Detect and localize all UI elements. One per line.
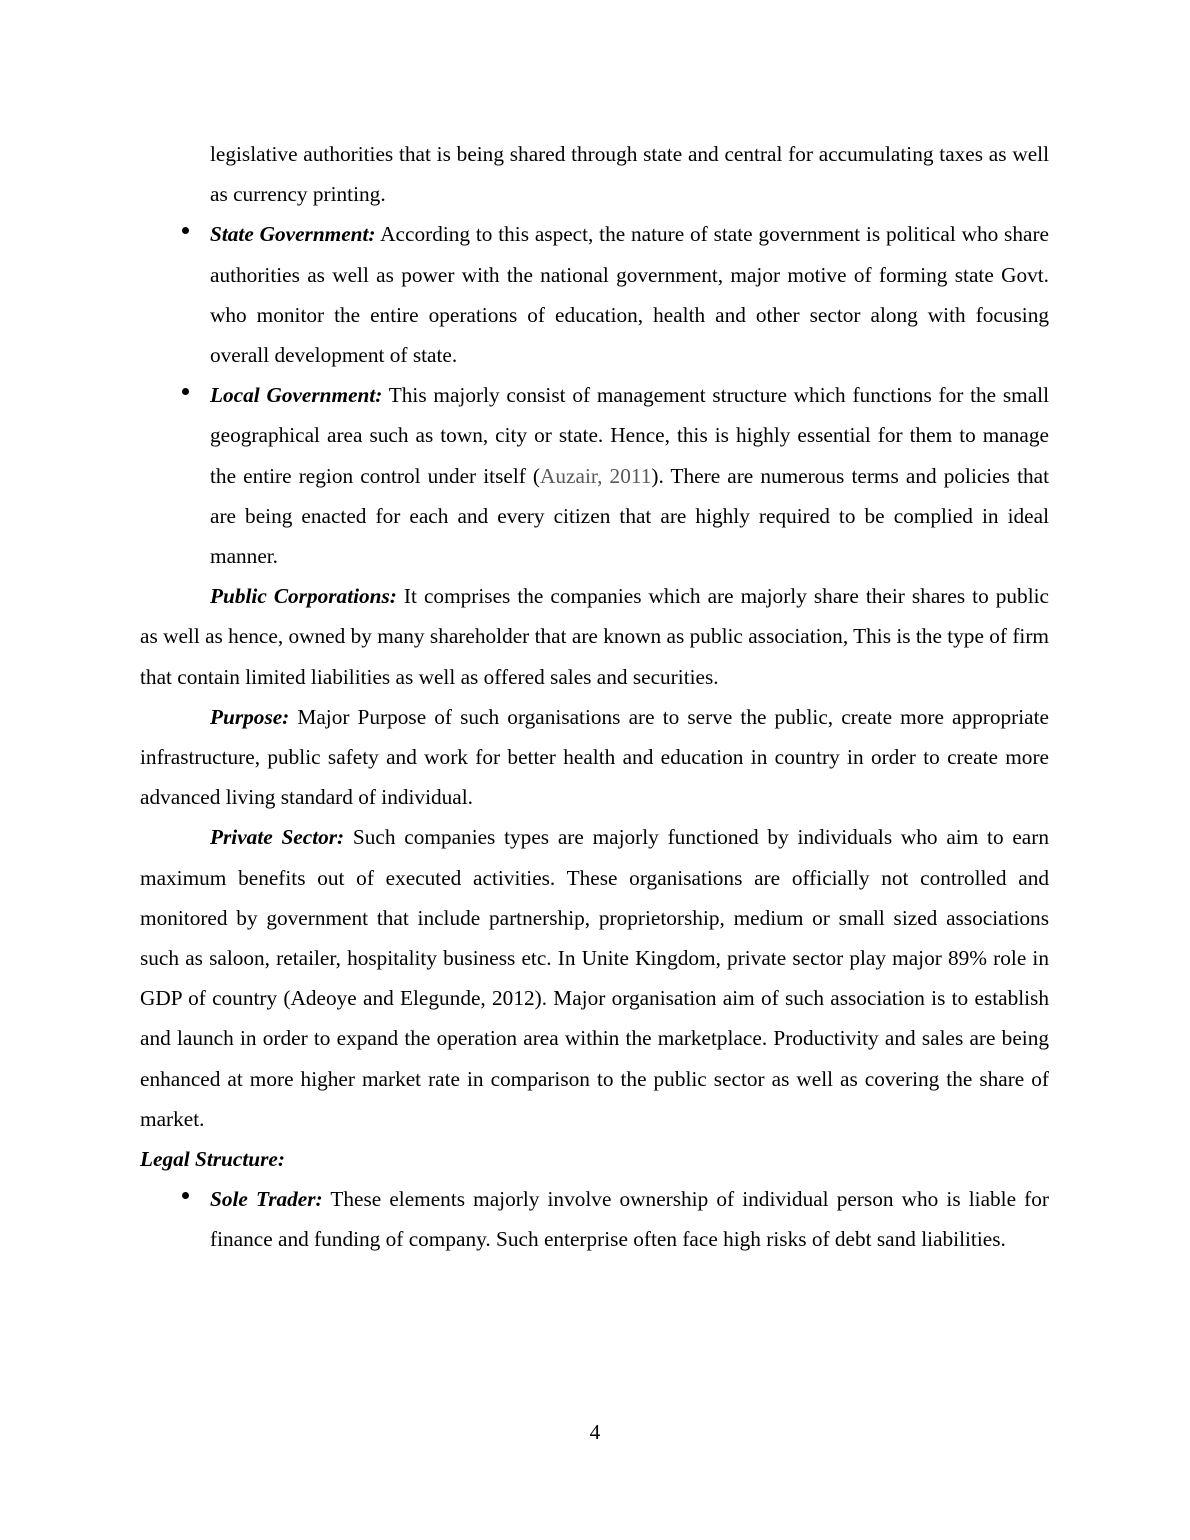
section-heading-legal-structure: Legal Structure: <box>140 1147 285 1172</box>
bullet-sole-trader <box>140 1179 1049 1259</box>
bullet-icon <box>178 214 192 254</box>
bullet-state-government <box>140 214 1049 375</box>
bullet-local-government <box>140 375 1049 576</box>
page-number: 4 <box>589 1420 601 1444</box>
term-description: According to this aspect, the nature of state government is political who share authorities as well as power with the national government, major motive of forming state Govt. who monitor the entire operations of education, health and other sector along with focusing overall development of state. <box>210 222 1049 368</box>
bullet-text <box>210 375 1049 576</box>
term-label: Sole Trader: <box>210 1187 323 1212</box>
paragraph-text: Such companies types are majorly functioned by individuals who aim to earn maximum benefits out of executed activities. These organisations are officially not controlled and monitored by government that include partnership, proprietorship, medium or small sized associations such as saloon, retailer, hospitality business etc. In Unite Kingdom, private sector play major 89% role in GDP of country (Adeoye and Elegunde, 2012). Major organisation aim of such association is to establish and launch in order to expand the operation area within the marketplace. Productivity and sales are being enhanced at more higher market rate in comparison to the public sector as well as covering the share of market. <box>140 825 1049 1131</box>
paragraph-purpose <box>140 697 1049 818</box>
continuation-paragraph: legislative authorities that is being shared through state and central for accumulating taxes as well as currency printing. <box>210 142 1049 207</box>
bullet-text <box>210 214 1049 375</box>
paragraph-public-corporations <box>140 576 1049 697</box>
term-description: These elements majorly involve ownership of individual person who is liable for finance and funding of company. Such enterprise often face high risks of debt sand liabilities. <box>210 1187 1049 1252</box>
paragraph-text: Major Purpose of such organisations are to serve the public, create more appropriate infrastructure, public safety and work for better health and education in country in order to create more advanced living standard of individual. <box>140 704 1049 810</box>
citation: Auzair, 2011 <box>540 463 652 488</box>
bullet-icon <box>178 375 192 415</box>
term-description: This majorly consist of management structure which functions for the small geographical area such as town, city or state. Hence, this is highly essential for them to manage the entire region control under itself ( <box>210 383 1050 488</box>
term-description-end: ). There are numerous terms and policies that are being enacted for each and every citizen that are highly required to be complied in ideal manner. <box>210 463 1050 569</box>
term-label: Public Corporations: <box>210 584 397 609</box>
term-label: Private Sector: <box>210 825 345 850</box>
bullet-text <box>210 1179 1049 1259</box>
paragraph-private-sector <box>140 817 1049 1139</box>
paragraph-text: It comprises the companies which are majorly share their shares to public as well as hence, owned by many shareholder that are known as public association, This is the type of firm that contain limited liabilities as well as offered sales and securities. <box>140 584 1049 689</box>
term-label: State Government: <box>210 222 376 247</box>
page-body <box>140 134 1049 1260</box>
bullet-icon <box>178 1179 192 1219</box>
term-label: Purpose: <box>210 704 290 729</box>
term-label: Local Government: <box>210 383 383 408</box>
